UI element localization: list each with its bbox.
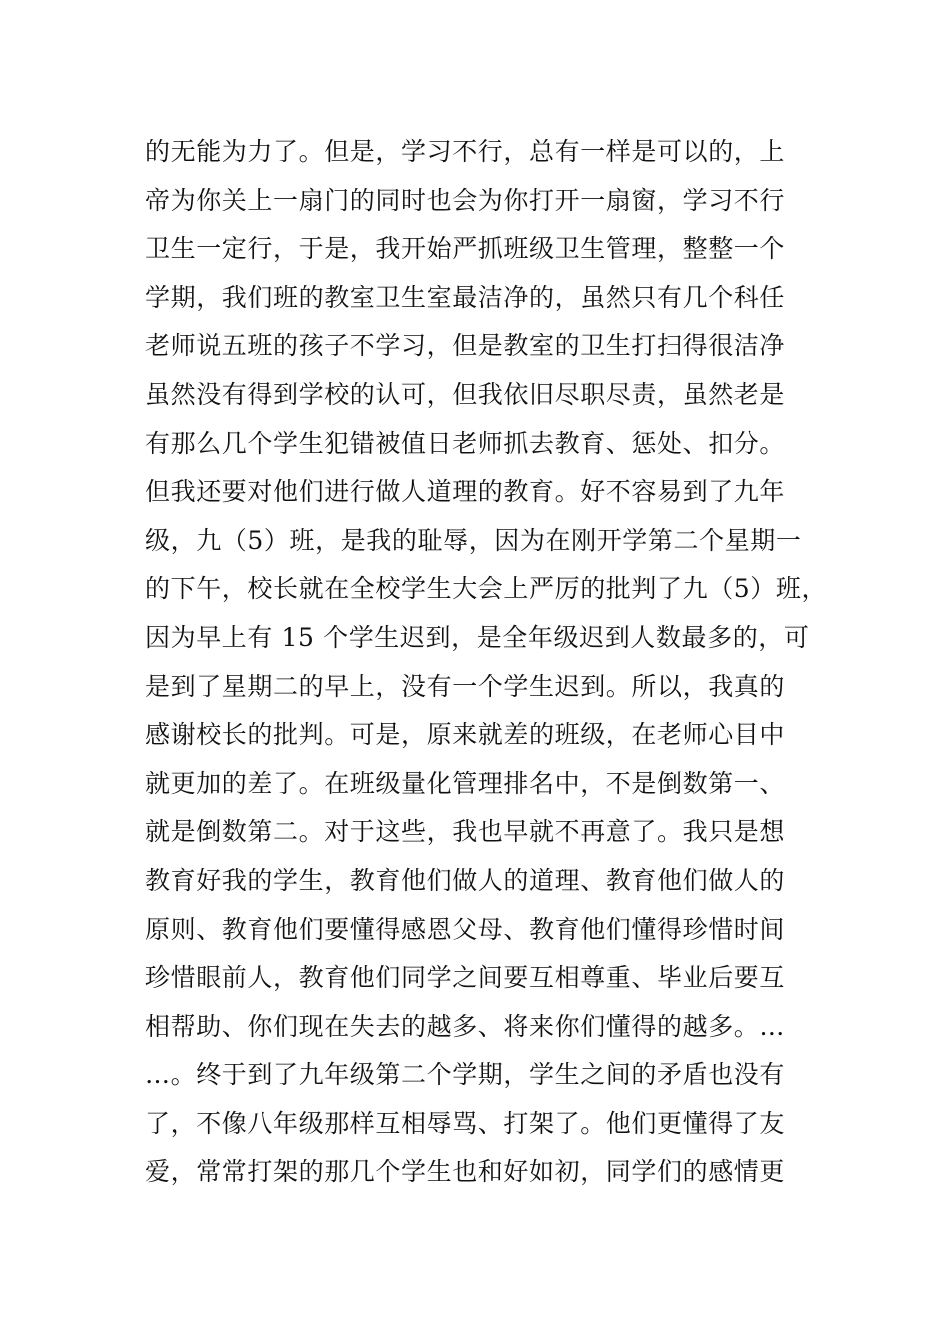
text-line: 的无能为力了。但是，学习不行，总有一样是可以的，上 <box>145 137 786 166</box>
text-line: 的下午，校长就在全校学生大会上严厉的批判了九（5）班， <box>145 574 828 604</box>
text-line: …。终于到了九年级第二个学期，学生之间的矛盾也没有 <box>145 1060 786 1090</box>
text-line: 卫生一定行，于是，我开始严抓班级卫生管理，整整一个 <box>145 234 786 264</box>
text-line: 虽然没有得到学校的认可，但我依旧尽职尽责，虽然老是 <box>145 379 786 409</box>
text-line: 相帮助、你们现在失去的越多、将来你们懂得的越多。… <box>145 1011 786 1041</box>
text-line: 级，九（5）班，是我的耻辱，因为在刚开学第二个星期一 <box>145 525 802 555</box>
text-line: 教育好我的学生，教育他们做人的道理、教育他们做人的 <box>145 865 786 895</box>
text-line: 是到了星期二的早上，没有一个学生迟到。所以，我真的 <box>145 671 786 701</box>
text-line: 爱，常常打架的那几个学生也和好如初，同学们的感情更 <box>145 1157 786 1187</box>
text-line: 有那么几个学生犯错被值日老师抓去教育、惩处、扣分。 <box>145 428 786 458</box>
text-line: 帝为你关上一扇门的同时也会为你打开一扇窗，学习不行 <box>145 185 786 215</box>
text-line: 珍惜眼前人，教育他们同学之间要互相尊重、毕业后要互 <box>145 963 786 993</box>
text-line: 因为早上有 15 个学生迟到，是全年级迟到人数最多的，可 <box>145 622 810 652</box>
text-line: 原则、教育他们要懂得感恩父母、教育他们懂得珍惜时间 <box>145 914 786 944</box>
body-text <box>145 128 828 1197</box>
text-line: 但我还要对他们进行做人道理的教育。好不容易到了九年 <box>145 477 786 507</box>
text-line: 老师说五班的孩子不学习，但是教室的卫生打扫得很洁净 <box>145 331 786 361</box>
text-line: 感谢校长的批判。可是，原来就差的班级，在老师心目中 <box>145 720 786 750</box>
text-line: 就是倒数第二。对于这些，我也早就不再意了。我只是想 <box>145 817 786 847</box>
text-line: 学期，我们班的教室卫生室最洁净的，虽然只有几个科任 <box>145 282 786 312</box>
text-line: 就更加的差了。在班级量化管理排名中，不是倒数第一、 <box>145 768 786 798</box>
text-line: 了，不像八年级那样互相辱骂、打架了。他们更懂得了友 <box>145 1108 786 1138</box>
